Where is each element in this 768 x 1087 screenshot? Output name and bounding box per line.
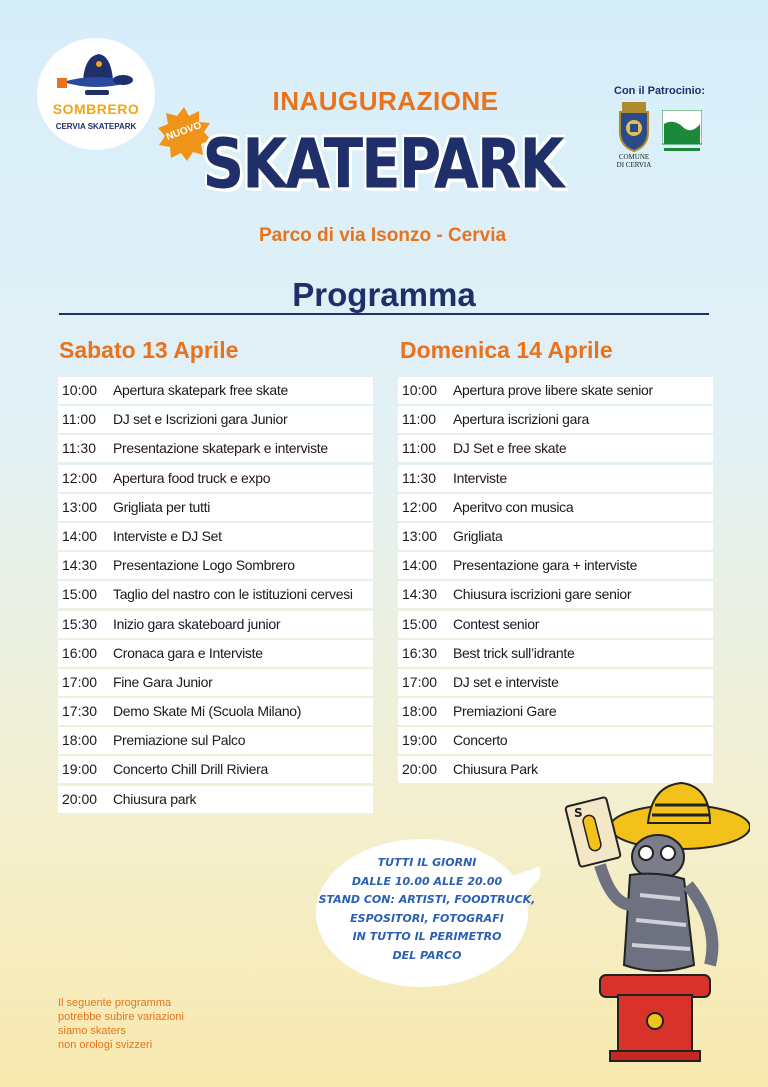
- disclaimer-line: potrebbe subire variazioni: [58, 1011, 184, 1023]
- schedule-time: 18:00: [402, 703, 438, 720]
- schedule-event: Fine Gara Junior: [113, 673, 213, 690]
- schedule-event: Cronaca gara e Interviste: [113, 644, 263, 661]
- programma-heading: Programma: [292, 276, 476, 313]
- schedule-event: Presentazione Logo Sombrero: [113, 557, 295, 574]
- schedule-row: [58, 377, 373, 404]
- regione-emilia-romagna-icon: [662, 110, 702, 156]
- day-heading-sunday: Domenica 14 Aprile: [400, 337, 613, 363]
- schedule-event: Apertura iscrizioni gara: [453, 411, 589, 428]
- schedule-time: 15:00: [402, 615, 438, 632]
- schedule-row: [398, 698, 713, 725]
- disclaimer-line: non orologi svizzeri: [58, 1039, 153, 1051]
- day-heading-saturday: Sabato 13 Aprile: [59, 337, 239, 363]
- schedule-row: [58, 494, 373, 521]
- schedule-row: [398, 494, 713, 521]
- schedule-row: [398, 552, 713, 579]
- schedule-time: 12:00: [402, 498, 438, 515]
- schedule-row: [398, 377, 713, 404]
- title-inaugurazione: INAUGURAZIONE: [272, 86, 499, 116]
- schedule-time: 17:00: [62, 673, 98, 690]
- schedule-event: Grigliata per tutti: [113, 498, 211, 515]
- schedule-row: [58, 581, 373, 608]
- bubble-line: DALLE 10.00 ALLE 20.00: [351, 874, 503, 888]
- bubble-line: DEL PARCO: [392, 948, 462, 962]
- schedule-sunday: [398, 377, 713, 786]
- bubble-line: ESPOSITORI, FOTOGRAFI: [350, 911, 504, 925]
- location-text: Parco di via Isonzo - Cervia: [258, 225, 507, 246]
- bubble-text: [314, 854, 540, 965]
- schedule-saturday: [58, 377, 373, 815]
- schedule-row: [58, 698, 373, 725]
- schedule-event: Apertura skatepark free skate: [113, 382, 288, 398]
- bubble-line: IN TUTTO IL PERIMETRO: [352, 930, 502, 943]
- schedule-time: 13:00: [402, 527, 438, 544]
- mascot-hydrant-sombrero-icon: [560, 775, 750, 1065]
- schedule-event: Interviste e DJ Set: [113, 527, 222, 544]
- schedule-event: DJ set e interviste: [453, 673, 559, 690]
- schedule-time: 19:00: [62, 761, 98, 778]
- schedule-row: [398, 669, 713, 696]
- schedule-time: 17:00: [402, 673, 438, 690]
- schedule-event: Best trick sull’idrante: [453, 644, 575, 661]
- schedule-row: [58, 669, 373, 696]
- schedule-time: 13:00: [62, 498, 98, 515]
- svg-text:S: S: [574, 806, 583, 820]
- sombrero-plane-icon: [55, 50, 137, 102]
- schedule-event: DJ set e Iscrizioni gara Junior: [113, 411, 288, 428]
- schedule-row: [398, 611, 713, 638]
- schedule-event: Taglio del nastro con le istituzioni cervesi: [113, 586, 353, 603]
- schedule-event: Apertura prove libere skate senior: [453, 382, 653, 398]
- schedule-time: 11:00: [62, 411, 96, 428]
- schedule-event: Concerto: [453, 732, 508, 749]
- schedule-row: [398, 640, 713, 667]
- programma-divider: [59, 313, 709, 315]
- schedule-time: 10:00: [402, 382, 438, 398]
- disclaimer-line: Il seguente programma: [58, 997, 172, 1009]
- schedule-event: Grigliata: [453, 527, 503, 544]
- comune-line-2: DI CERVIA: [616, 161, 652, 169]
- title-skatepark: SKATEPARK: [202, 123, 563, 205]
- schedule-time: 11:30: [62, 440, 96, 457]
- disclaimer-line: siamo skaters: [58, 1025, 126, 1037]
- schedule-row: [58, 552, 373, 579]
- schedule-row: [58, 465, 373, 492]
- schedule-row: [58, 786, 373, 813]
- schedule-event: Chiusura park: [113, 790, 197, 807]
- schedule-event: Presentazione skatepark e interviste: [113, 440, 328, 457]
- schedule-row: [58, 727, 373, 754]
- schedule-time: 16:00: [62, 644, 98, 661]
- schedule-time: 15:00: [62, 586, 98, 603]
- schedule-time: 14:00: [62, 527, 98, 544]
- schedule-time: 14:30: [62, 557, 98, 574]
- schedule-event: Contest senior: [453, 615, 540, 632]
- schedule-event: Concerto Chill Drill Riviera: [113, 761, 268, 778]
- sombrero-logo: [37, 38, 155, 150]
- schedule-time: 14:00: [402, 557, 438, 574]
- schedule-event: Premiazione sul Palco: [113, 732, 246, 749]
- bubble-line: TUTTI IL GIORNI: [377, 856, 477, 869]
- schedule-time: 14:30: [402, 586, 438, 603]
- logo-subtitle: CERVIA SKATEPARK: [55, 122, 137, 131]
- schedule-time: 20:00: [62, 790, 98, 807]
- schedule-row: [398, 435, 713, 462]
- schedule-row: [398, 523, 713, 550]
- schedule-row: [58, 435, 373, 462]
- schedule-row: [58, 756, 373, 783]
- schedule-time: 19:00: [402, 732, 438, 749]
- comune-label: [610, 153, 658, 169]
- nuovo-label: NUOVO: [164, 120, 204, 143]
- schedule-event: Presentazione gara + interviste: [453, 557, 638, 574]
- schedule-event: DJ Set e free skate: [453, 440, 567, 457]
- schedule-time: 18:00: [62, 732, 98, 749]
- schedule-time: 20:00: [402, 761, 438, 778]
- schedule-event: Apertura food truck e expo: [113, 469, 271, 486]
- schedule-event: Chiusura Park: [453, 761, 538, 778]
- schedule-event: Aperitvo con musica: [453, 498, 574, 515]
- schedule-time: 16:30: [402, 644, 438, 661]
- schedule-event: Chiusura iscrizioni gare senior: [453, 586, 632, 603]
- schedule-row: [398, 406, 713, 433]
- schedule-time: 11:00: [402, 440, 436, 457]
- schedule-time: 17:30: [62, 703, 98, 720]
- schedule-time: 12:00: [62, 469, 98, 486]
- schedule-event: Premiazioni Gare: [453, 703, 557, 720]
- schedule-time: 11:30: [402, 469, 436, 486]
- speech-bubble: [314, 829, 540, 989]
- schedule-row: [58, 640, 373, 667]
- schedule-time: 15:30: [62, 615, 98, 632]
- schedule-row: [398, 581, 713, 608]
- schedule-event: Inizio gara skateboard junior: [113, 615, 281, 632]
- schedule-row: [58, 523, 373, 550]
- disclaimer-text: [58, 996, 184, 1052]
- schedule-time: 10:00: [62, 382, 98, 398]
- comune-line-1: COMUNE: [618, 153, 650, 161]
- schedule-event: Interviste: [453, 469, 507, 486]
- schedule-time: 11:00: [402, 411, 436, 428]
- schedule-row: [58, 406, 373, 433]
- schedule-row: [58, 611, 373, 638]
- comune-cervia-crest-icon: [616, 102, 652, 152]
- patrocinio-label: Con il Patrocinio:: [614, 85, 706, 97]
- schedule-row: [398, 727, 713, 754]
- bubble-line: STAND CON: ARTISTI, FOODTRUCK,: [318, 893, 536, 906]
- schedule-event: Demo Skate Mi (Scuola Milano): [113, 703, 302, 720]
- schedule-row: [398, 465, 713, 492]
- logo-name: SOMBRERO: [52, 101, 140, 117]
